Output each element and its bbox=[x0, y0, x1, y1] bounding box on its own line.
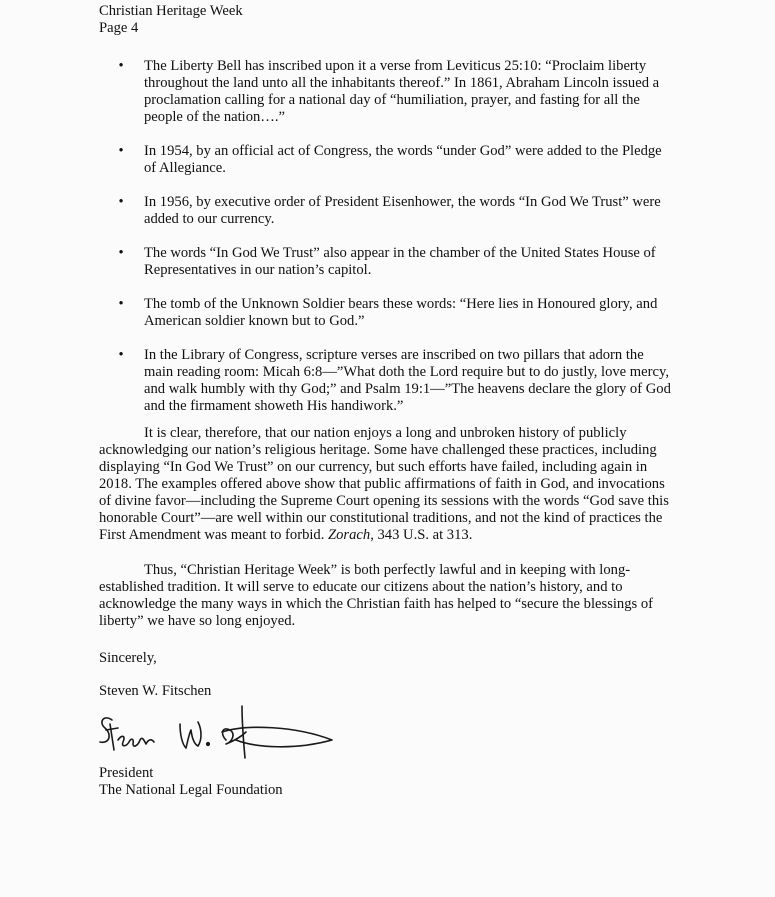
bullet-icon: • bbox=[118, 347, 124, 363]
closing-salutation: Sincerely, bbox=[99, 650, 157, 666]
bullet-item bbox=[116, 347, 676, 415]
bullet-text: The words “In God We Trust” also appear in the chamber of the United States House of Representatives in our nation’s capitol. bbox=[144, 245, 656, 278]
bullet-icon: • bbox=[118, 245, 124, 261]
page-header bbox=[99, 3, 243, 37]
bullet-item bbox=[116, 296, 676, 330]
bullet-item bbox=[116, 245, 676, 279]
organization-name: The National Legal Foundation bbox=[99, 782, 283, 798]
bullet-text: In 1956, by executive order of President Eisenhower, the words “In God We Trust” were added to our currency. bbox=[144, 194, 661, 227]
facts-bullet-list bbox=[116, 58, 676, 415]
bullet-item bbox=[116, 194, 676, 228]
handwritten-signature bbox=[96, 700, 336, 762]
bullet-icon: • bbox=[118, 58, 124, 74]
bullet-item bbox=[116, 143, 676, 177]
bullet-icon: • bbox=[118, 194, 124, 210]
body-paragraph-conclusion: Thus, “Christian Heritage Week” is both perfectly lawful and in keeping with long-established tradition. It will serve to educate our citizens about the nation’s history, and to acknowledge the many ways in which the Christian faith has helped to “secure the blessings of liberty” we have so long enjoyed. bbox=[99, 562, 654, 629]
bullet-item bbox=[116, 58, 676, 126]
bullet-text: The Liberty Bell has inscribed upon it a verse from Leviticus 25:10: “Proclaim liberty throughout the land unto all the inhabitants thereof.” In 1861, Abraham Lincoln issued a proclamation calling for a national day of “humiliation, prayer, and fasting for all the people of the nation….” bbox=[144, 58, 660, 125]
case-name: Zorach bbox=[328, 527, 371, 543]
bullet-text: In 1954, by an official act of Congress, the words “under God” were added to the Pledge of Allegiance. bbox=[144, 143, 662, 176]
paragraph-text: It is clear, therefore, that our nation enjoys a long and unbroken history of publicly acknowledging our nation’s religious heritage. Some have challenged these practices, including displaying “In God We Trust” on our currency, but such efforts have failed, including again in 2018. The examples offered above show that public affirmations of faith in God, and invocations of divine favor—including the Supreme Court opening its sessions with the words “God save this honorable Court”—are well within our constitutional traditions, and not the kind of practices the First Amendment was meant to forbid. bbox=[99, 425, 669, 543]
bullet-icon: • bbox=[118, 296, 124, 312]
header-page-number: Page 4 bbox=[99, 20, 139, 36]
signer-title: President bbox=[99, 765, 154, 781]
case-citation: , 343 U.S. at 313. bbox=[370, 527, 473, 543]
bullet-text: In the Library of Congress, scripture verses are inscribed on two pillars that adorn the main reading room: Micah 6:8—”What doth the Lord require but to do justly, love mercy, and walk humbly with thy God;” and Psalm 19:1—”The heavens declare the glory of God and the firmament showeth His handiwork.” bbox=[144, 347, 671, 414]
signer-name: Steven W. Fitschen bbox=[99, 683, 212, 699]
bullet-icon: • bbox=[118, 143, 124, 159]
body-paragraph-history bbox=[99, 425, 679, 544]
bullet-text: The tomb of the Unknown Soldier bears these words: “Here lies in Honoured glory, and American soldier known but to God.” bbox=[144, 296, 658, 329]
signature-text: Steven W. bbox=[96, 700, 101, 701]
header-title: Christian Heritage Week bbox=[99, 3, 243, 19]
